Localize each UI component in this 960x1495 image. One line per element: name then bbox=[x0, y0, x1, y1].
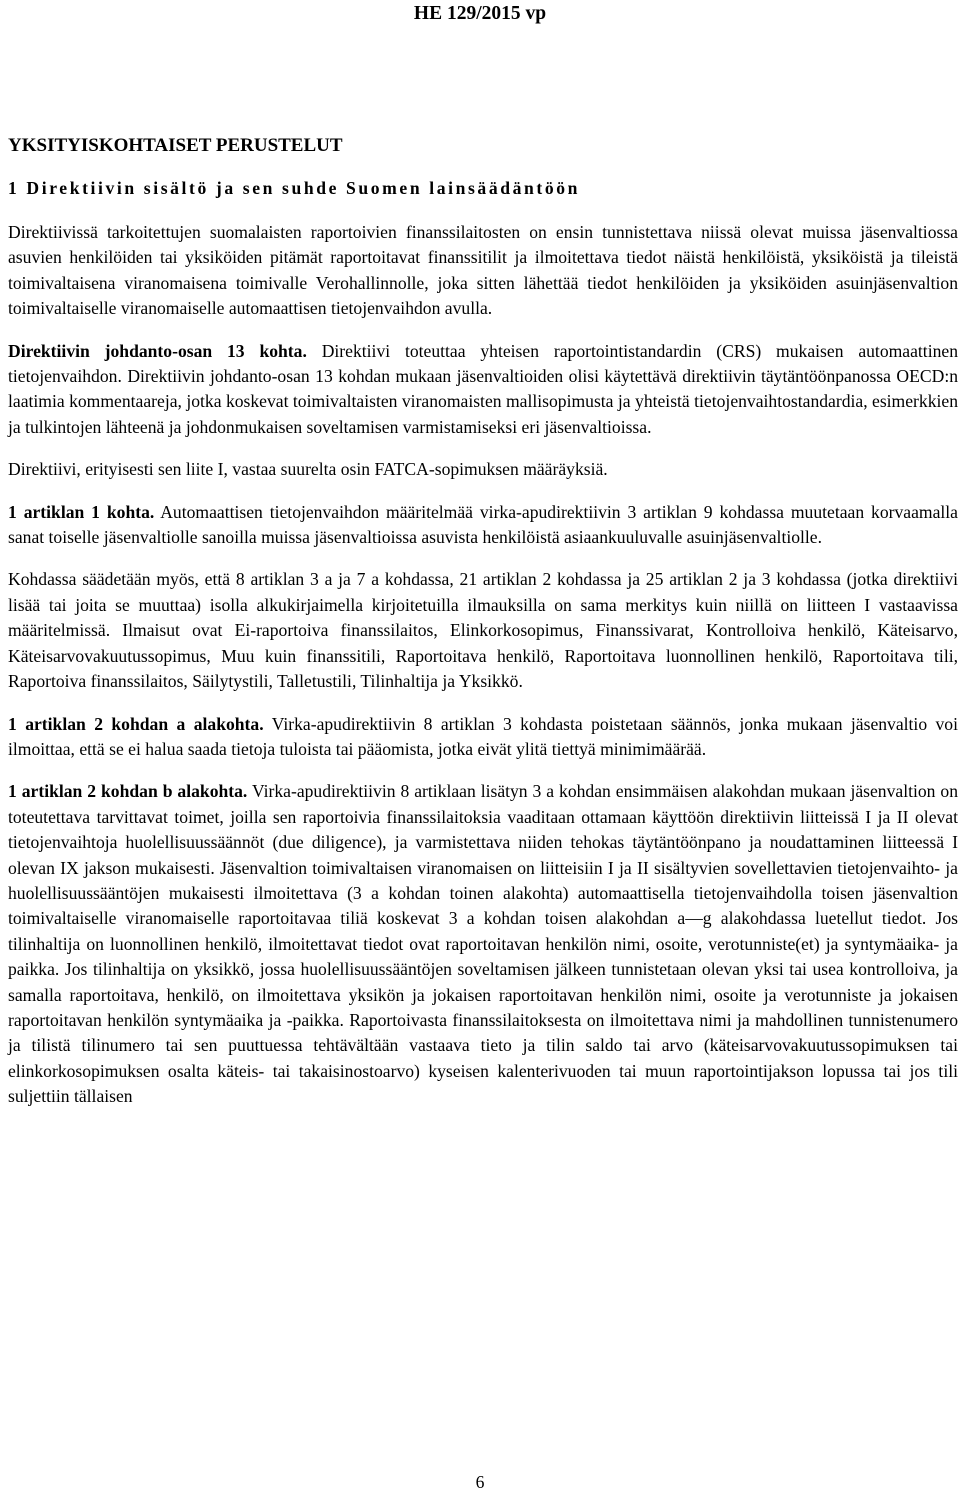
paragraph-lead: 1 artiklan 2 kohdan a alakohta. bbox=[8, 713, 264, 734]
document-body bbox=[8, 134, 958, 1127]
subsection-title: 1 Direktiivin sisältö ja sen suhde Suomen lainsäädäntöön bbox=[8, 178, 581, 198]
paragraph-intro bbox=[8, 220, 958, 322]
paragraph-article-1-point-2b bbox=[8, 779, 958, 1109]
paragraph-text: Virka-apudirektiivin 8 artiklan 3 kohdasta poistetaan säännös, jonka mukaan jäsenvaltio voi ilmoittaa, että se ei halua saada tietoja tuloista tai pääomista, jotka eivät ylitä tiettyä minimimäärää. bbox=[8, 713, 958, 759]
page-number: 6 bbox=[475, 1472, 485, 1492]
paragraph-definitions bbox=[8, 567, 958, 694]
paragraph-article-1-point-1 bbox=[8, 500, 958, 551]
section-title: YKSITYISKOHTAISET PERUSTELUT bbox=[8, 135, 343, 156]
paragraph-lead: 1 artiklan 2 kohdan b alakohta. bbox=[8, 781, 248, 802]
paragraph-text: Direktiivi, erityisesti sen liite I, vastaa suurelta osin FATCA-sopimuksen määräyksiä. bbox=[8, 459, 608, 480]
paragraph-text: Automaattisen tietojenvaihdon määritelmää virka-apudirektiivin 3 artiklan 9 kohdassa muutetaan korvaamalla sanat toiselle jäsenvaltiolle sanoilla muissa jäsenvaltioissa asuvista henkilöistä asiaankuuluvalle asuinjäsenvaltiolle. bbox=[8, 501, 958, 548]
paragraph-text: Virka-apudirektiivin 8 artiklaan lisätyn 3 a kohdan ensimmäisen alakohdan mukaan jäsenvaltion on toteutettava tarvittavat toimet, joilla sen raportoivia finanssilaitoksia vaaditaan ottamaan käyttöön direktiivin liitteissä I ja II olevat tietojenvaihtoja huolellisuussäännöt (due diligence), ja varmistettava niiden tehokas täytäntöönpano ja noudattaminen liitteessä I olevan IX jakson mukaisesti. Jäsenvaltion toimivaltaisen viranomaisen on liitteisiin I ja II sisältyvien sovellettavien tietojenvaihto- ja huolellisuussääntöjen mukaisesti ilmoitettava (3 a kohdan toinen alakohta) automaattisella tietojenvaihdolla toisen jäsenvaltion toimivaltaiselle viranomaiselle raportoitavaa tiliä koskevat 3 a kohdan toisen alakohdan a—g alakohdassa luetellut tiedot. Jos tilinhaltija on luonnollinen henkilö, ilmoitettavat tiedot ovat raportoitavan henkilön nimi, osoite, verotunniste(et) ja syntymäaika- ja paikka. Jos tilinhaltija on yksikkö, jossa huolellisuussääntöjen soveltamisen jälkeen tunnistetaan olevan yksi tai usea kontrolloiva, ja samalla raportoitava, henkilö, on ilmoitettava yksikön ja jokaisen raportoitavan henkilön nimi, osoite ja verotunniste ja jokaisen raportoitavan henkilön syntymäaika ja -paikka. Raportoivasta finanssilaitoksesta on ilmoitettava nimi ja mahdollinen tunnistenumero ja tilistä tilinumero tai sen puuttuessa tehtävältään vastaava tieto ja tilin saldo tai arvo (käteisarvovakuutussopimuksen tai elinkorkosopimuksen osalta käteis- tai takaisinostoarvo) kyseisen kalenterivuoden tai muun raportointijakson lopussa tai jos tili suljettiin tällaisen bbox=[8, 781, 958, 1107]
paragraph-lead: Direktiivin johdanto-osan 13 kohta. bbox=[8, 340, 307, 361]
paragraph-lead: 1 artiklan 1 kohta. bbox=[8, 501, 155, 522]
paragraph-recital-13 bbox=[8, 339, 958, 441]
document-reference: HE 129/2015 vp bbox=[413, 3, 547, 24]
paragraph-article-1-point-2a bbox=[8, 712, 958, 763]
paragraph-fatca bbox=[8, 457, 958, 482]
paragraph-text: Kohdassa säädetään myös, että 8 artiklan 3 a ja 7 a kohdassa, 21 artiklan 2 kohdassa ja 25 artiklan 2 ja 3 kohdassa (jotka direktiivi lisää tai joita se muuttaa) isolla alkukirjaimella kirjoitetuilla ilmauksilla on sama merkitys kuin niillä on liitteen I vastaavissa määritelmissä. Ilmaisut ovat Ei-raportoiva finanssilaitos, Elinkorkosopimus, Finanssivarat, Kontrolloiva henkilö, Käteisarvo, Käteisarvovakuutussopimus, Muu kuin finanssitili, Raportoitava henkilö, Raportoitava luonnollinen henkilö, Raportoitava tili, Raportoiva finanssilaitos, Säilytystili, Talletustili, Tilinhaltija ja Yksikkö. bbox=[8, 569, 958, 692]
paragraph-text: Direktiivi toteuttaa yhteisen raportointistandardin (CRS) mukaisen automaattinen tietojenvaihdon. Direktiivin johdanto-osan 13 kohdan mukaan jäsenvaltioiden olisi käytettävä direktiivin täytäntöönpanossa OECD:n laatimia kommentaareja, jotka koskevat toimivaltaisten viranomaisten mallisopimusta ja yhteistä tietojenvaihtostandardia, esimerkkien ja tulkintojen lähteenä ja johdonmukaisen soveltamisen varmistamiseksi eri jäsenvaltioissa. bbox=[8, 340, 958, 437]
paragraph-text: Direktiivissä tarkoitettujen suomalaisten raportoivien finanssilaitosten on ensin tunnistettava niissä olevat muissa jäsenvaltiossa asuvien henkilöiden tai yksiköiden pitämät raportoitavat finanssitilit ja ilmoitettava tiedot näistä henkilöistä, yksiköistä ja tileistä toimivaltaisena viranomaisena toimivalle Verohallinnolle, joka sitten lähettää tiedot henkilöiden ja yksiköiden asuinjäsenvaltion toimivaltaiselle viranomaiselle automaattisen tietojenvaihdon avulla. bbox=[8, 222, 958, 319]
